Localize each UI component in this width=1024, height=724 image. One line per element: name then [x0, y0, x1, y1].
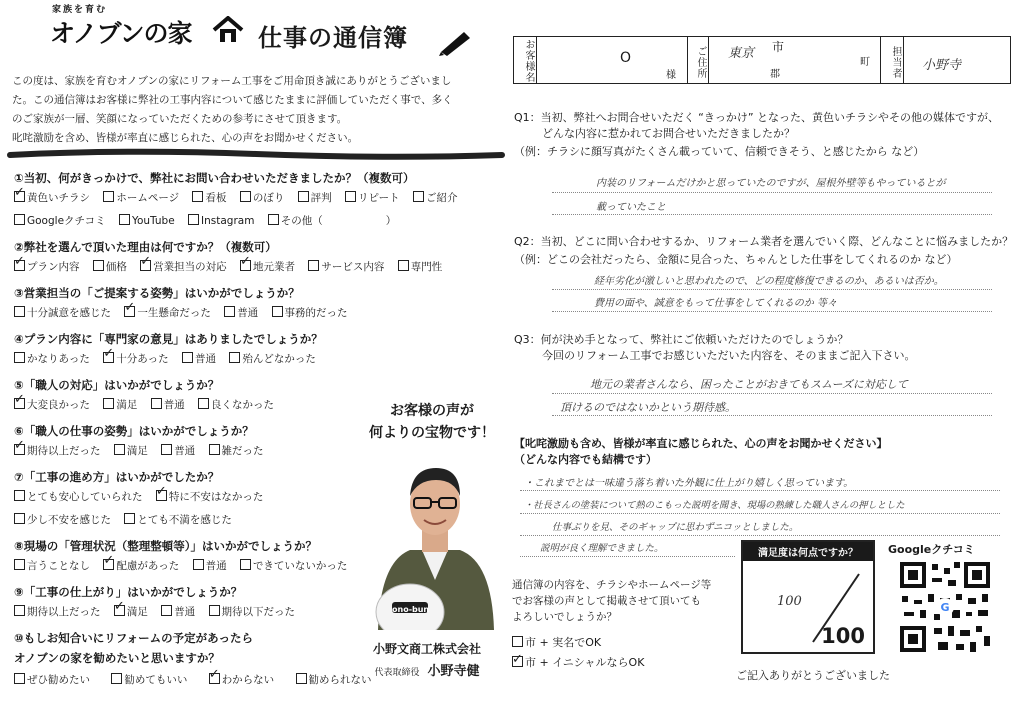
checkbox-referral[interactable]: [413, 191, 424, 202]
checkbox-q10-d[interactable]: [296, 673, 307, 684]
checkbox-banner[interactable]: [240, 191, 251, 202]
q6-options: ✓期待以上だった 満足 普通 雑だった: [14, 443, 467, 458]
checkbox-expertise[interactable]: [398, 260, 409, 271]
right-q3: Q3：何が決め手となって、弊社にご依頼いただけたのでしょうか？ 今回のリフォーム工事でお感じいただいた内容を、そのままご記入下さい。: [514, 333, 916, 362]
checkbox-price[interactable]: [93, 260, 104, 271]
checkbox-q5-b[interactable]: [103, 398, 114, 409]
question-10: ⑩もしお知合いにリフォームの予定があったら オノブンの家を勧めたいと思いますか？: [14, 631, 254, 665]
checkbox-q8-d[interactable]: [240, 559, 251, 570]
q5-options: ✓大変良かった 満足 普通 良くなかった: [14, 397, 467, 412]
intro-text: この度は、家族を育むオノブンの家にリフォーム工事をご用命頂き誠にありがとうございまし た。この通信簿はお客様に弊社の工事内容について感じたままに評価していただく事で、多く のご家族が一層、笑顔になっていただくための参考にさせて頂きます。 叱咤激励を含め、皆様が率直に感じられた、心の声をお聞かせください。: [12, 75, 453, 144]
publish-question: 通信簿の内容を、チラシやホームページ等 でお客様の声として掲載させて頂いても よろしいでしょうか？: [512, 579, 712, 623]
checkbox-yellow-flyer[interactable]: [14, 191, 25, 202]
checkbox-reputation[interactable]: [298, 191, 309, 202]
checkbox-plan[interactable]: [14, 260, 25, 271]
checkbox-q8-b[interactable]: [103, 559, 114, 570]
checkbox-q7-b[interactable]: [156, 490, 167, 501]
q8-options: 言うことなし ✓ 配慮があった 普通 できていないかった: [14, 558, 467, 573]
staff-name[interactable]: 小野寺: [922, 58, 962, 73]
voice-answer-line1[interactable]: ・これまでとは一味違う落ち着いた外観に仕上がり嬉しく思っています。: [524, 478, 854, 489]
voice-answer-line4[interactable]: 説明が良く理解できました。: [540, 543, 664, 554]
q2-answer-line2[interactable]: 費用の面や、誠意をもって仕事をしてくれるのか 等々: [594, 298, 837, 309]
q3-answer-line2[interactable]: 頂けるのではないかという期待感。: [560, 401, 736, 414]
house-icon: [212, 16, 244, 44]
checkbox-publish-realname[interactable]: [512, 636, 523, 647]
checkbox-q7-a[interactable]: [14, 490, 25, 501]
representative: 代表取締役 小野寺健: [374, 664, 480, 679]
q1-options-row1: ✓黄色いチラシ ホームページ 看板 のぼり 評判 リピート ご紹介: [14, 190, 467, 205]
checkbox-q3-b[interactable]: [124, 306, 135, 317]
checkbox-q9-d[interactable]: [209, 605, 220, 616]
q2-options: ✓プラン内容 価格 ✓ 営業担当の対応 ✓ 地元業者 サービス内容 専門性: [14, 259, 467, 274]
checkbox-q4-b[interactable]: [103, 352, 114, 363]
q1-answer-line2[interactable]: 載っていたこと: [596, 202, 666, 213]
checkbox-q5-d[interactable]: [198, 398, 209, 409]
checkbox-q4-d[interactable]: [229, 352, 240, 363]
checkbox-q5-c[interactable]: [151, 398, 162, 409]
address-label: ご住所: [687, 36, 709, 84]
q4-options: かなりあった ✓ 十分あった 普通 殆んどなかった: [14, 351, 467, 366]
svg-text:G: G: [940, 601, 950, 614]
speech-text: お客様の声が 何よりの宝物です！: [369, 403, 495, 441]
address-gun-label: 郡: [770, 69, 780, 80]
score-max: 100: [821, 624, 865, 648]
company-name: 小野文商工株式会社: [372, 642, 481, 656]
checkbox-q9-a[interactable]: [14, 605, 25, 616]
q9-options: 期待以上だった ✓ 満足 普通 期待以下だった: [14, 604, 467, 619]
customer-name[interactable]: O: [620, 50, 632, 66]
thanks-text: ご記入ありがとうございました: [736, 669, 890, 682]
question-7: ⑦「工事の進め方」はいかがでしたか？: [14, 470, 220, 484]
customer-name-label: お客様名: [513, 36, 537, 84]
score-given[interactable]: 100: [777, 594, 802, 609]
q10-options: ぜひ勧めたい 勧めてもいい ✓ わからない 勧められない: [14, 672, 467, 687]
checkbox-q9-b[interactable]: [114, 605, 125, 616]
checkbox-q6-a[interactable]: [14, 444, 25, 455]
pencil-icon: [438, 30, 472, 56]
question-4: ④プラン内容に「専門家の意見」はありましたでしょうか？: [14, 332, 323, 346]
checkbox-q3-d[interactable]: [272, 306, 283, 317]
customer-honorific: 様: [666, 70, 676, 81]
checkbox-q10-b[interactable]: [111, 673, 122, 684]
checkbox-google-review[interactable]: [14, 214, 25, 225]
checkbox-q6-c[interactable]: [161, 444, 172, 455]
checkbox-other[interactable]: [268, 214, 279, 225]
q1-answer-line1[interactable]: 内装のリフォームだけかと思っていたのですが、屋根外壁等もやっているとが: [596, 178, 946, 189]
checkbox-repeat[interactable]: [345, 191, 356, 202]
q2-answer-line1[interactable]: 経年劣化が激しいと思われたので、どの程度修復できるのか、あるいは否か。: [594, 276, 944, 287]
right-q2: Q2：当初、どこに問い合わせするか、リフォーム業者を選んでいく際、どんなことに悩みましたか？ （例：どこの会社だったら、金額に見合った、ちゃんとした仕事をしてくれるのか など）: [514, 235, 1014, 266]
question-9: ⑨「工事の仕上がり」はいかがでしょうか？: [14, 585, 243, 599]
q3-options: 十分誠意を感じた ✓ 一生懸命だった 普通 事務的だった: [14, 305, 467, 320]
checkbox-q10-a[interactable]: [14, 673, 25, 684]
checkbox-service[interactable]: [308, 260, 319, 271]
right-q1: Q1：当初、弊社へお問合せいただく “きっかけ” となった、黄色いチラシやその他の媒体ですが、 どんな内容に惹かれてお問合せいただきましたか？ （例：チラシに顔写真がたくさん載っていて、信頼できそう、と感じたから など）: [514, 111, 1000, 158]
checkbox-q4-a[interactable]: [14, 352, 25, 363]
question-1: ①当初、何がきっかけで、弊社にお問い合わせいただきましたか？（複数可）: [14, 171, 415, 185]
publish-options: 市 + 実名でOK ✓市 + イニシャルならOK: [512, 633, 654, 673]
q1-options-row2: Googleクチコミ YouTube Instagram その他（ ）: [14, 213, 467, 228]
question-8: ⑧現場の「管理状況（整理整頓等）」はいかがでしょうか？: [14, 539, 317, 553]
question-6: ⑥「職人の仕事の姿勢」はいかがでしょうか？: [14, 424, 254, 438]
checkbox-q6-b[interactable]: [114, 444, 125, 455]
checkbox-q6-d[interactable]: [209, 444, 220, 455]
checkbox-q8-c[interactable]: [193, 559, 204, 570]
voice-answer-line3[interactable]: 仕事ぶりを見、そのギャップに思わずニコッとしました。: [552, 522, 799, 533]
checkbox-youtube[interactable]: [119, 214, 130, 225]
address-city-label: 市: [772, 40, 785, 54]
brush-divider: [6, 148, 506, 162]
staff-label: 担当者: [880, 36, 904, 84]
checkbox-q7-c[interactable]: [14, 513, 25, 524]
qr-code-icon[interactable]: [898, 560, 992, 654]
score-title: 満足度は何点ですか？: [743, 542, 873, 561]
address-town-label: 町: [860, 57, 870, 68]
qr-title: Googleクチコミ: [888, 543, 975, 556]
checkbox-q5-a[interactable]: [14, 398, 25, 409]
voice-answer-line2[interactable]: ・社長さんの塗装について熱のこもった説明を聞き、現場の熟練した職人さんの押しとした: [524, 500, 905, 511]
checkbox-q3-c[interactable]: [224, 306, 235, 317]
address-prefecture[interactable]: 東京: [728, 46, 755, 61]
q7-options-row2: 少し不安を感じた とても不満を感じた: [14, 512, 467, 527]
helmet-logo: ono-bun: [392, 605, 430, 614]
checkbox-q3-a[interactable]: [14, 306, 25, 317]
question-2: ②弊社を選んで頂いた理由は何ですか？（複数可）: [14, 240, 277, 254]
checkbox-q9-c[interactable]: [161, 605, 172, 616]
q3-answer-line1[interactable]: 地元の業者さんなら、困ったことがおきてもスムーズに対応して: [590, 378, 908, 391]
checkbox-q8-a[interactable]: [14, 559, 25, 570]
checkbox-q10-c[interactable]: [209, 673, 220, 684]
representative-photo: [370, 452, 500, 630]
document-title: 仕事の通信簿: [258, 24, 408, 52]
checkbox-sales-response[interactable]: [140, 260, 151, 271]
q7-options-row1: とても安心していられた ✓ 特に不安はなかった: [14, 489, 467, 504]
score-box: [741, 540, 875, 654]
checkbox-local[interactable]: [240, 260, 251, 271]
brand-name: オノブンの家: [50, 19, 192, 48]
checkbox-q4-c[interactable]: [182, 352, 193, 363]
brand-tagline: 家族を育む: [52, 5, 108, 15]
question-3: ③営業担当の「ご提案する姿勢」はいかがでしょうか？: [14, 286, 300, 300]
checkbox-signboard[interactable]: [192, 191, 203, 202]
checkbox-publish-initial[interactable]: [512, 656, 523, 667]
checkbox-q7-d[interactable]: [124, 513, 135, 524]
question-5: ⑤「職人の対応」はいかがでしょうか？: [14, 378, 220, 392]
checkbox-homepage[interactable]: [103, 191, 114, 202]
checkbox-instagram[interactable]: [188, 214, 199, 225]
voice-section-title: 【叱咤激励も含め、皆様が率直に感じられた、心の声をお聞かせください】 （どんな内容でも結構です）: [514, 437, 888, 466]
